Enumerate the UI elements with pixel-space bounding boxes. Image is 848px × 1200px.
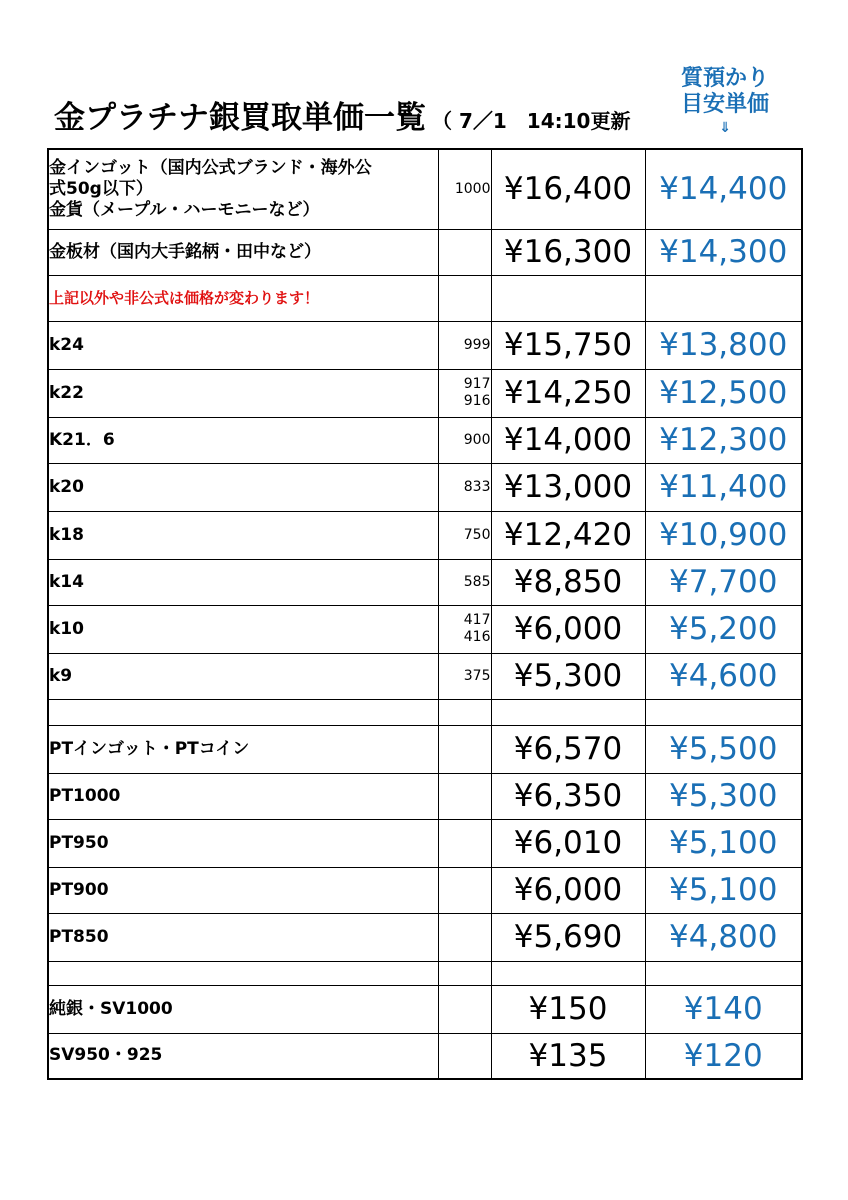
purchase-price: ¥16,300 [491,229,645,275]
deposit-price: ¥5,200 [645,605,802,653]
item-name-line: k9 [49,665,73,686]
purity-line: 585 [463,573,491,590]
item-name-line: k10 [49,618,84,639]
purity [438,961,491,985]
item-name [48,369,438,417]
item-name [48,559,438,605]
purchase-price: ¥14,000 [491,417,645,463]
purchase-price [491,275,645,321]
purchase-price: ¥135 [491,1033,645,1079]
item-name [48,229,438,275]
item-name [48,699,438,725]
table-row [48,229,802,275]
item-name [48,321,438,369]
item-name [48,961,438,985]
table-row [48,985,802,1033]
purity-line: 375 [463,667,491,684]
purity [438,653,491,699]
purity-line: 917 [463,376,491,392]
purchase-price [491,961,645,985]
table-row [48,605,802,653]
table-row [48,417,802,463]
price-table [47,148,803,1080]
purchase-price: ¥5,300 [491,653,645,699]
item-name-line: PT1000 [49,785,121,806]
purity [438,559,491,605]
item-name-line: k24 [49,334,84,355]
item-name [48,867,438,913]
update-date: （ 7／1 14:10更新 [432,109,631,132]
purity [438,275,491,321]
purity [438,463,491,511]
table-row [48,653,802,699]
purchase-price: ¥8,850 [491,559,645,605]
purity [438,867,491,913]
purity [438,913,491,961]
deposit-price [645,961,802,985]
purity-line: 833 [463,478,491,495]
deposit-price: ¥10,900 [645,511,802,559]
item-name [48,819,438,867]
purchase-price: ¥150 [491,985,645,1033]
item-name-line: 純銀・SV1000 [49,998,173,1019]
purchase-price [491,699,645,725]
purity [438,699,491,725]
deposit-price: ¥14,300 [645,229,802,275]
purity [438,605,491,653]
deposit-price: ¥13,800 [645,321,802,369]
table-row [48,913,802,961]
deposit-column-header [650,66,800,138]
table-row [48,149,802,229]
item-name-line: PT900 [49,879,109,900]
deposit-price: ¥14,400 [645,149,802,229]
item-name-line: k20 [49,476,84,497]
item-name [48,605,438,653]
deposit-price: ¥4,600 [645,653,802,699]
item-name-line: PT850 [49,926,109,947]
table-row [48,321,802,369]
purity-line: 417 [463,612,491,628]
deposit-price: ¥11,400 [645,463,802,511]
purity [438,773,491,819]
table-row [48,961,802,985]
deposit-price [645,275,802,321]
table-row [48,867,802,913]
item-name-line: k22 [49,382,84,403]
deposit-price: ¥140 [645,985,802,1033]
purity [438,511,491,559]
table-row [48,559,802,605]
purchase-price: ¥14,250 [491,369,645,417]
purity [438,369,491,417]
item-name-line: 式50g以下） [49,178,153,199]
deposit-price: ¥5,100 [645,867,802,913]
table-row [48,699,802,725]
item-name-line: 金インゴット（国内公式ブランド・海外公 [49,157,372,178]
purity [438,229,491,275]
deposit-price [645,699,802,725]
item-name [48,913,438,961]
item-name-line: 金貨（メープル・ハーモニーなど） [49,199,320,220]
deposit-price: ¥5,300 [645,773,802,819]
deposit-price: ¥12,500 [645,369,802,417]
purity [438,725,491,773]
purity-line: 1000 [454,180,491,197]
purity [438,321,491,369]
purity-line: 900 [463,431,491,448]
item-name [48,511,438,559]
down-arrow-icon: ⇓ [719,120,731,136]
purity-line: 999 [463,336,491,353]
item-name-line: 上記以外や非公式は価格が変わります！ [49,288,320,307]
purchase-price: ¥16,400 [491,149,645,229]
purchase-price: ¥6,000 [491,867,645,913]
deposit-price: ¥5,500 [645,725,802,773]
price-table-body [48,149,802,1079]
table-row [48,463,802,511]
item-name-line: PT950 [49,832,109,853]
deposit-price: ¥7,700 [645,559,802,605]
purchase-price: ¥15,750 [491,321,645,369]
item-name-line: SV950・925 [49,1045,163,1066]
item-name [48,149,438,229]
purchase-price: ¥5,690 [491,913,645,961]
table-row [48,275,802,321]
deposit-header-line2: 目安単価 [680,92,769,117]
purity-line: 416 [463,629,491,645]
notice-text [48,275,438,321]
deposit-price: ¥5,100 [645,819,802,867]
purchase-price: ¥6,570 [491,725,645,773]
item-name-line: k14 [49,571,84,592]
table-row [48,1033,802,1079]
table-row [48,725,802,773]
item-name [48,653,438,699]
item-name-line: k18 [49,524,84,545]
table-row [48,369,802,417]
purity [438,819,491,867]
purchase-price: ¥6,350 [491,773,645,819]
item-name [48,463,438,511]
table-row [48,773,802,819]
deposit-header-line1: 質預かり [680,66,769,91]
table-row [48,511,802,559]
purity-line: 750 [463,526,491,543]
item-name [48,773,438,819]
purchase-price: ¥6,000 [491,605,645,653]
deposit-price: ¥12,300 [645,417,802,463]
purchase-price: ¥12,420 [491,511,645,559]
deposit-price: ¥120 [645,1033,802,1079]
item-name [48,417,438,463]
item-name-line: PTインゴット・PTコイン [49,738,250,759]
deposit-price: ¥4,800 [645,913,802,961]
purity [438,149,491,229]
page-title [54,92,646,132]
item-name [48,725,438,773]
item-name [48,1033,438,1079]
item-name-line: 金板材（国内大手銘柄・田中など） [49,241,321,262]
purity [438,985,491,1033]
purity [438,1033,491,1079]
purity [438,417,491,463]
item-name [48,985,438,1033]
table-row [48,819,802,867]
purchase-price: ¥6,010 [491,819,645,867]
item-name-line: K21．6 [49,429,115,450]
purity-line: 916 [463,393,491,409]
purchase-price: ¥13,000 [491,463,645,511]
title-text: 金プラチナ銀買取単価一覧 [54,100,426,132]
